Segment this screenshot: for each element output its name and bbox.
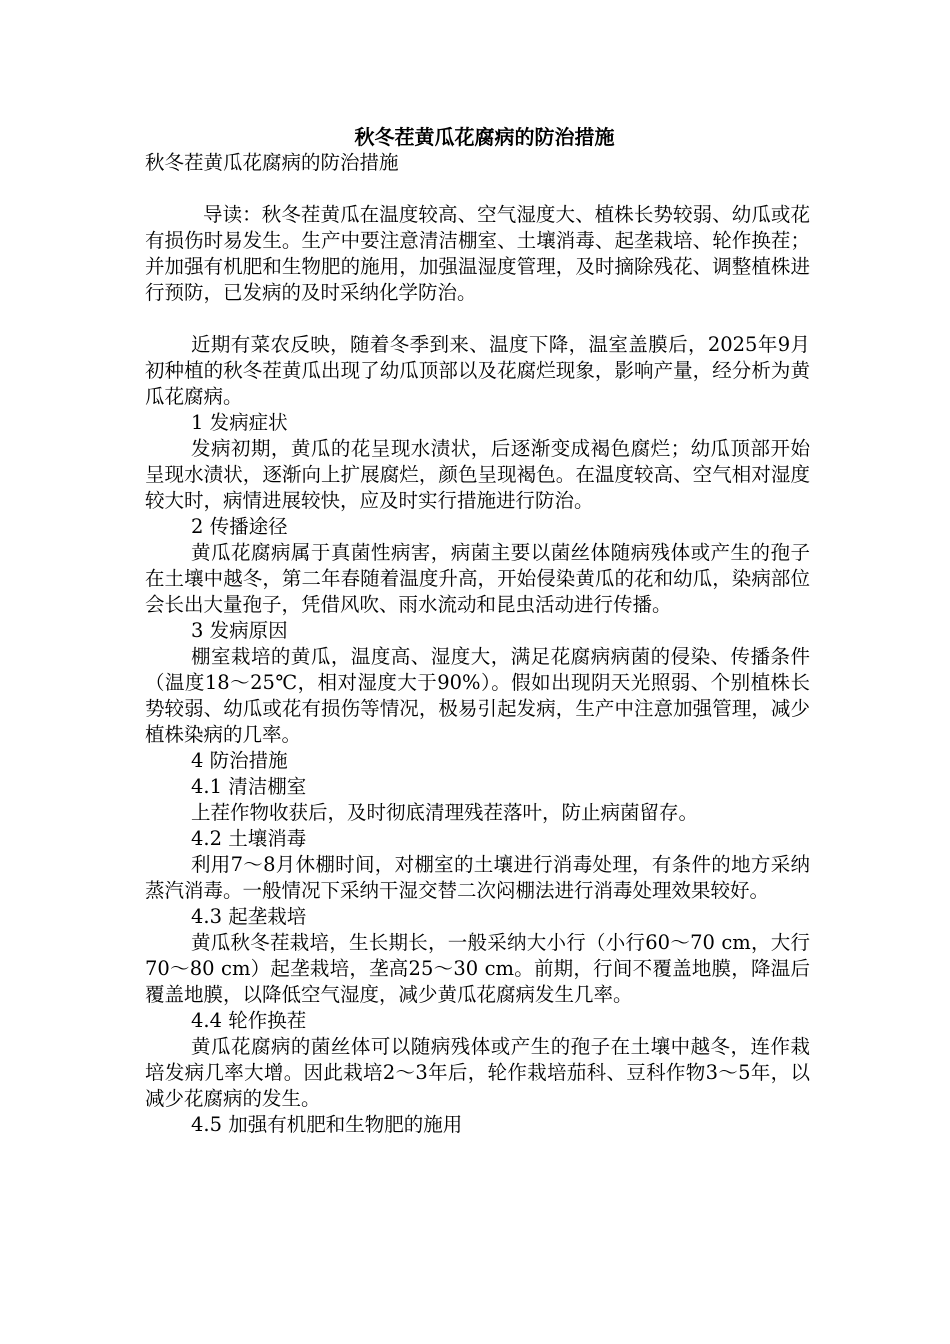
document-subtitle: 秋冬茬黄瓜花腐病的防治措施 (145, 151, 399, 174)
section-heading-3: 3 发病原因 (191, 619, 288, 642)
section-paragraph-1: 发病初期，黄瓜的花呈现水渍状，后逐渐变成褐色腐烂；幼瓜顶部开始呈现水渍状，逐渐向上扩展腐烂，颜色呈现褐色。在温度较高、空气相对湿度较大时，病情进展较快，应及时实行措施进行防治。 (145, 437, 810, 512)
subsection-paragraph-4-3: 黄瓜秋冬茬栽培，生长期长，一般采纳大小行（小行60～70 cm，大行70～80 cm）起垄栽培，垄高25～30 cm。前期，行间不覆盖地膜，降温后覆盖地膜，以降低空气湿度，减少黄瓜花腐病发生几率。 (145, 931, 810, 1006)
subsection-paragraph-4-4: 黄瓜花腐病的菌丝体可以随病残体或产生的孢子在土壤中越冬，连作栽培发病几率大增。因此栽培2～3年后，轮作栽培茄科、豆科作物3～5年，以减少花腐病的发生。 (145, 1035, 810, 1110)
section-paragraph-3: 棚室栽培的黄瓜，温度高、湿度大，满足花腐病病菌的侵染、传播条件（温度18～25℃，相对湿度大于90%）。假如出现阴天光照弱、个别植株长势较弱、幼瓜或花有损伤等情况，极易引起发病，生产中注意加强管理，减少植株染病的几率。 (145, 645, 810, 746)
subsection-heading-4-5: 4.5 加强有机肥和生物肥的施用 (191, 1113, 463, 1136)
subsection-heading-4-1: 4.1 清洁棚室 (191, 775, 307, 798)
subsection-heading-4-4: 4.4 轮作换茬 (191, 1009, 307, 1032)
subsection-heading-4-2: 4.2 土壤消毒 (191, 827, 307, 850)
subsection-paragraph-4-1: 上茬作物收获后，及时彻底清理残茬落叶，防止病菌留存。 (191, 801, 699, 824)
document-title: 秋冬茬黄瓜花腐病的防治措施 (354, 125, 615, 149)
intro-paragraph: 导读：秋冬茬黄瓜在温度较高、空气湿度大、植株长势较弱、幼瓜或花有损伤时易发生。生产中要注意清洁棚室、土壤消毒、起垄栽培、轮作换茬；并加强有机肥和生物肥的施用，加强温湿度管理，及时摘除残花、调整植株进行预防，已发病的及时采纳化学防治。 (145, 203, 810, 304)
section-heading-1: 1 发病症状 (191, 411, 288, 434)
subsection-heading-4-3: 4.3 起垄栽培 (191, 905, 307, 928)
section-paragraph-2: 黄瓜花腐病属于真菌性病害，病菌主要以菌丝体随病残体或产生的孢子在土壤中越冬，第二年春随着温度升高，开始侵染黄瓜的花和幼瓜，染病部位会长出大量孢子，凭借风吹、雨水流动和昆虫活动进行传播。 (145, 541, 810, 616)
spacer (145, 176, 810, 202)
subsection-paragraph-4-2: 利用7～8月休棚时间，对棚室的土壤进行消毒处理，有条件的地方采纳蒸汽消毒。一般情况下采纳干湿交替二次闷棚法进行消毒处理效果较好。 (145, 853, 810, 902)
section-heading-2: 2 传播途径 (191, 515, 288, 538)
document-page (145, 124, 810, 1138)
spacer (145, 306, 810, 332)
section-heading-4: 4 防治措施 (191, 749, 288, 772)
background-paragraph: 近期有菜农反映，随着冬季到来、温度下降，温室盖膜后，2025年9月初种植的秋冬茬黄瓜出现了幼瓜顶部以及花腐烂现象，影响产量，经分析为黄瓜花腐病。 (145, 333, 810, 408)
